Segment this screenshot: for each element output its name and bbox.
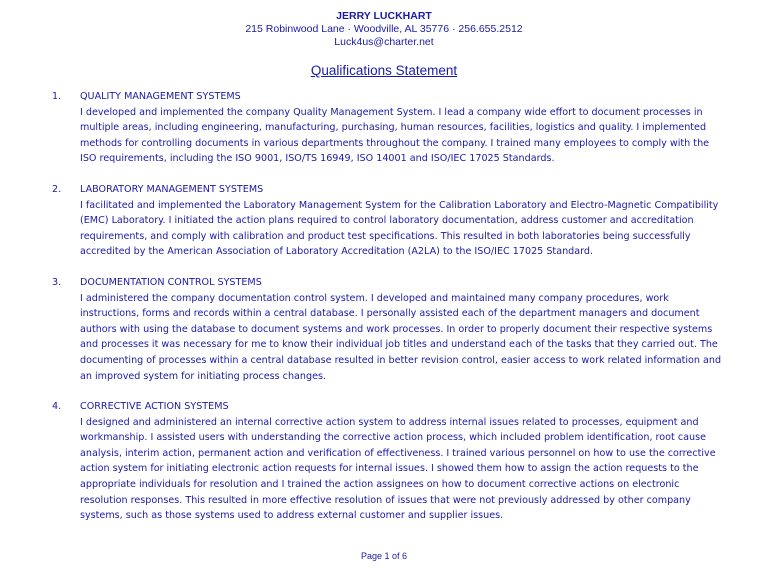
letterhead bbox=[0, 10, 768, 49]
item-number: 3. bbox=[52, 276, 62, 288]
item-heading: QUALITY MANAGEMENT SYSTEMS bbox=[80, 91, 241, 102]
item-heading: CORRECTIVE ACTION SYSTEMS bbox=[80, 401, 229, 413]
page-number: Page 1 of 6 bbox=[360, 551, 408, 561]
qualifications-list bbox=[52, 89, 722, 539]
item-body bbox=[80, 399, 722, 524]
item-body bbox=[80, 275, 722, 384]
item-number: 4. bbox=[52, 401, 62, 413]
item-body bbox=[80, 89, 722, 167]
author-name: JERRY LUCKHART bbox=[336, 10, 432, 22]
item-number: 2. bbox=[52, 183, 62, 195]
qualification-item bbox=[52, 182, 722, 260]
item-text: I developed and implemented the company Quality Management System. I lead a company wide effort to document processes in multiple areas, including engineering, manufacturing, purchasing, human resources, facilities, logistics and quality. I implemented methods for controlling documents in various departments throughout the company. I trained many employees to comply with the ISO requirements, including the ISO 9001, ISO/TS 16949, ISO 14001 and ISO/IEC 17025 Standards. bbox=[80, 106, 710, 165]
author-email: Luck4us@charter.net bbox=[334, 36, 434, 48]
item-text: I facilitated and implemented the Laboratory Management System for the Calibration Laboratory and Electro-Magnetic Compatibility (EMC) Laboratory. I initiated the action plans required to control laboratory documentation, address customer and accreditation requirements, and comply with calibration and product test specifications. This resulted in both laboratories being successfully accredited by the American Association of Laboratory Accreditation (A2LA) to the ISO/IEC 17025 Standard. bbox=[80, 199, 719, 258]
qualification-item bbox=[52, 275, 722, 384]
item-text: I administered the company documentation control system. I developed and maintained many company procedures, work instructions, forms and records within a central database. I personally assisted each of the department managers and document authors with using the database to document systems and work processes. In order to properly document their respective systems and processes it was necessary for me to know their individual job titles and understand each of the tasks that they carried out. The documenting of processes within a central database resulted in better revision control, easier access to work related information and an improved system for initiating process changes. bbox=[80, 292, 722, 382]
qualification-item bbox=[52, 399, 722, 524]
item-heading: LABORATORY MANAGEMENT SYSTEMS bbox=[80, 183, 264, 195]
item-body bbox=[80, 182, 722, 260]
item-heading: DOCUMENTATION CONTROL SYSTEMS bbox=[80, 276, 262, 288]
item-text: I designed and administered an internal corrective action system to address internal issues related to processes, equipment and workmanship. I assisted users with understanding the corrective action process, which included problem identification, root cause analysis, interim action, permanent action and verification of effectiveness. I trained various personnel on how to use the corrective action system for initiating electronic action requests for internal issues. I showed them how to assign the action requests to the appropriate individuals for resolution and I trained the action assignees on how to document corrective actions on electronic resolution responses. This resulted in more effective resolution of issues that were not previously addressed by other company systems, such as those systems used to address external customer and supplier issues. bbox=[80, 416, 716, 522]
item-number: 1. bbox=[52, 91, 62, 102]
document-title: Qualifications Statement bbox=[310, 63, 458, 78]
author-address: 215 Robinwood Lane · Woodville, AL 35776 · 256.655.2512 bbox=[245, 23, 523, 35]
qualification-item bbox=[52, 89, 722, 167]
